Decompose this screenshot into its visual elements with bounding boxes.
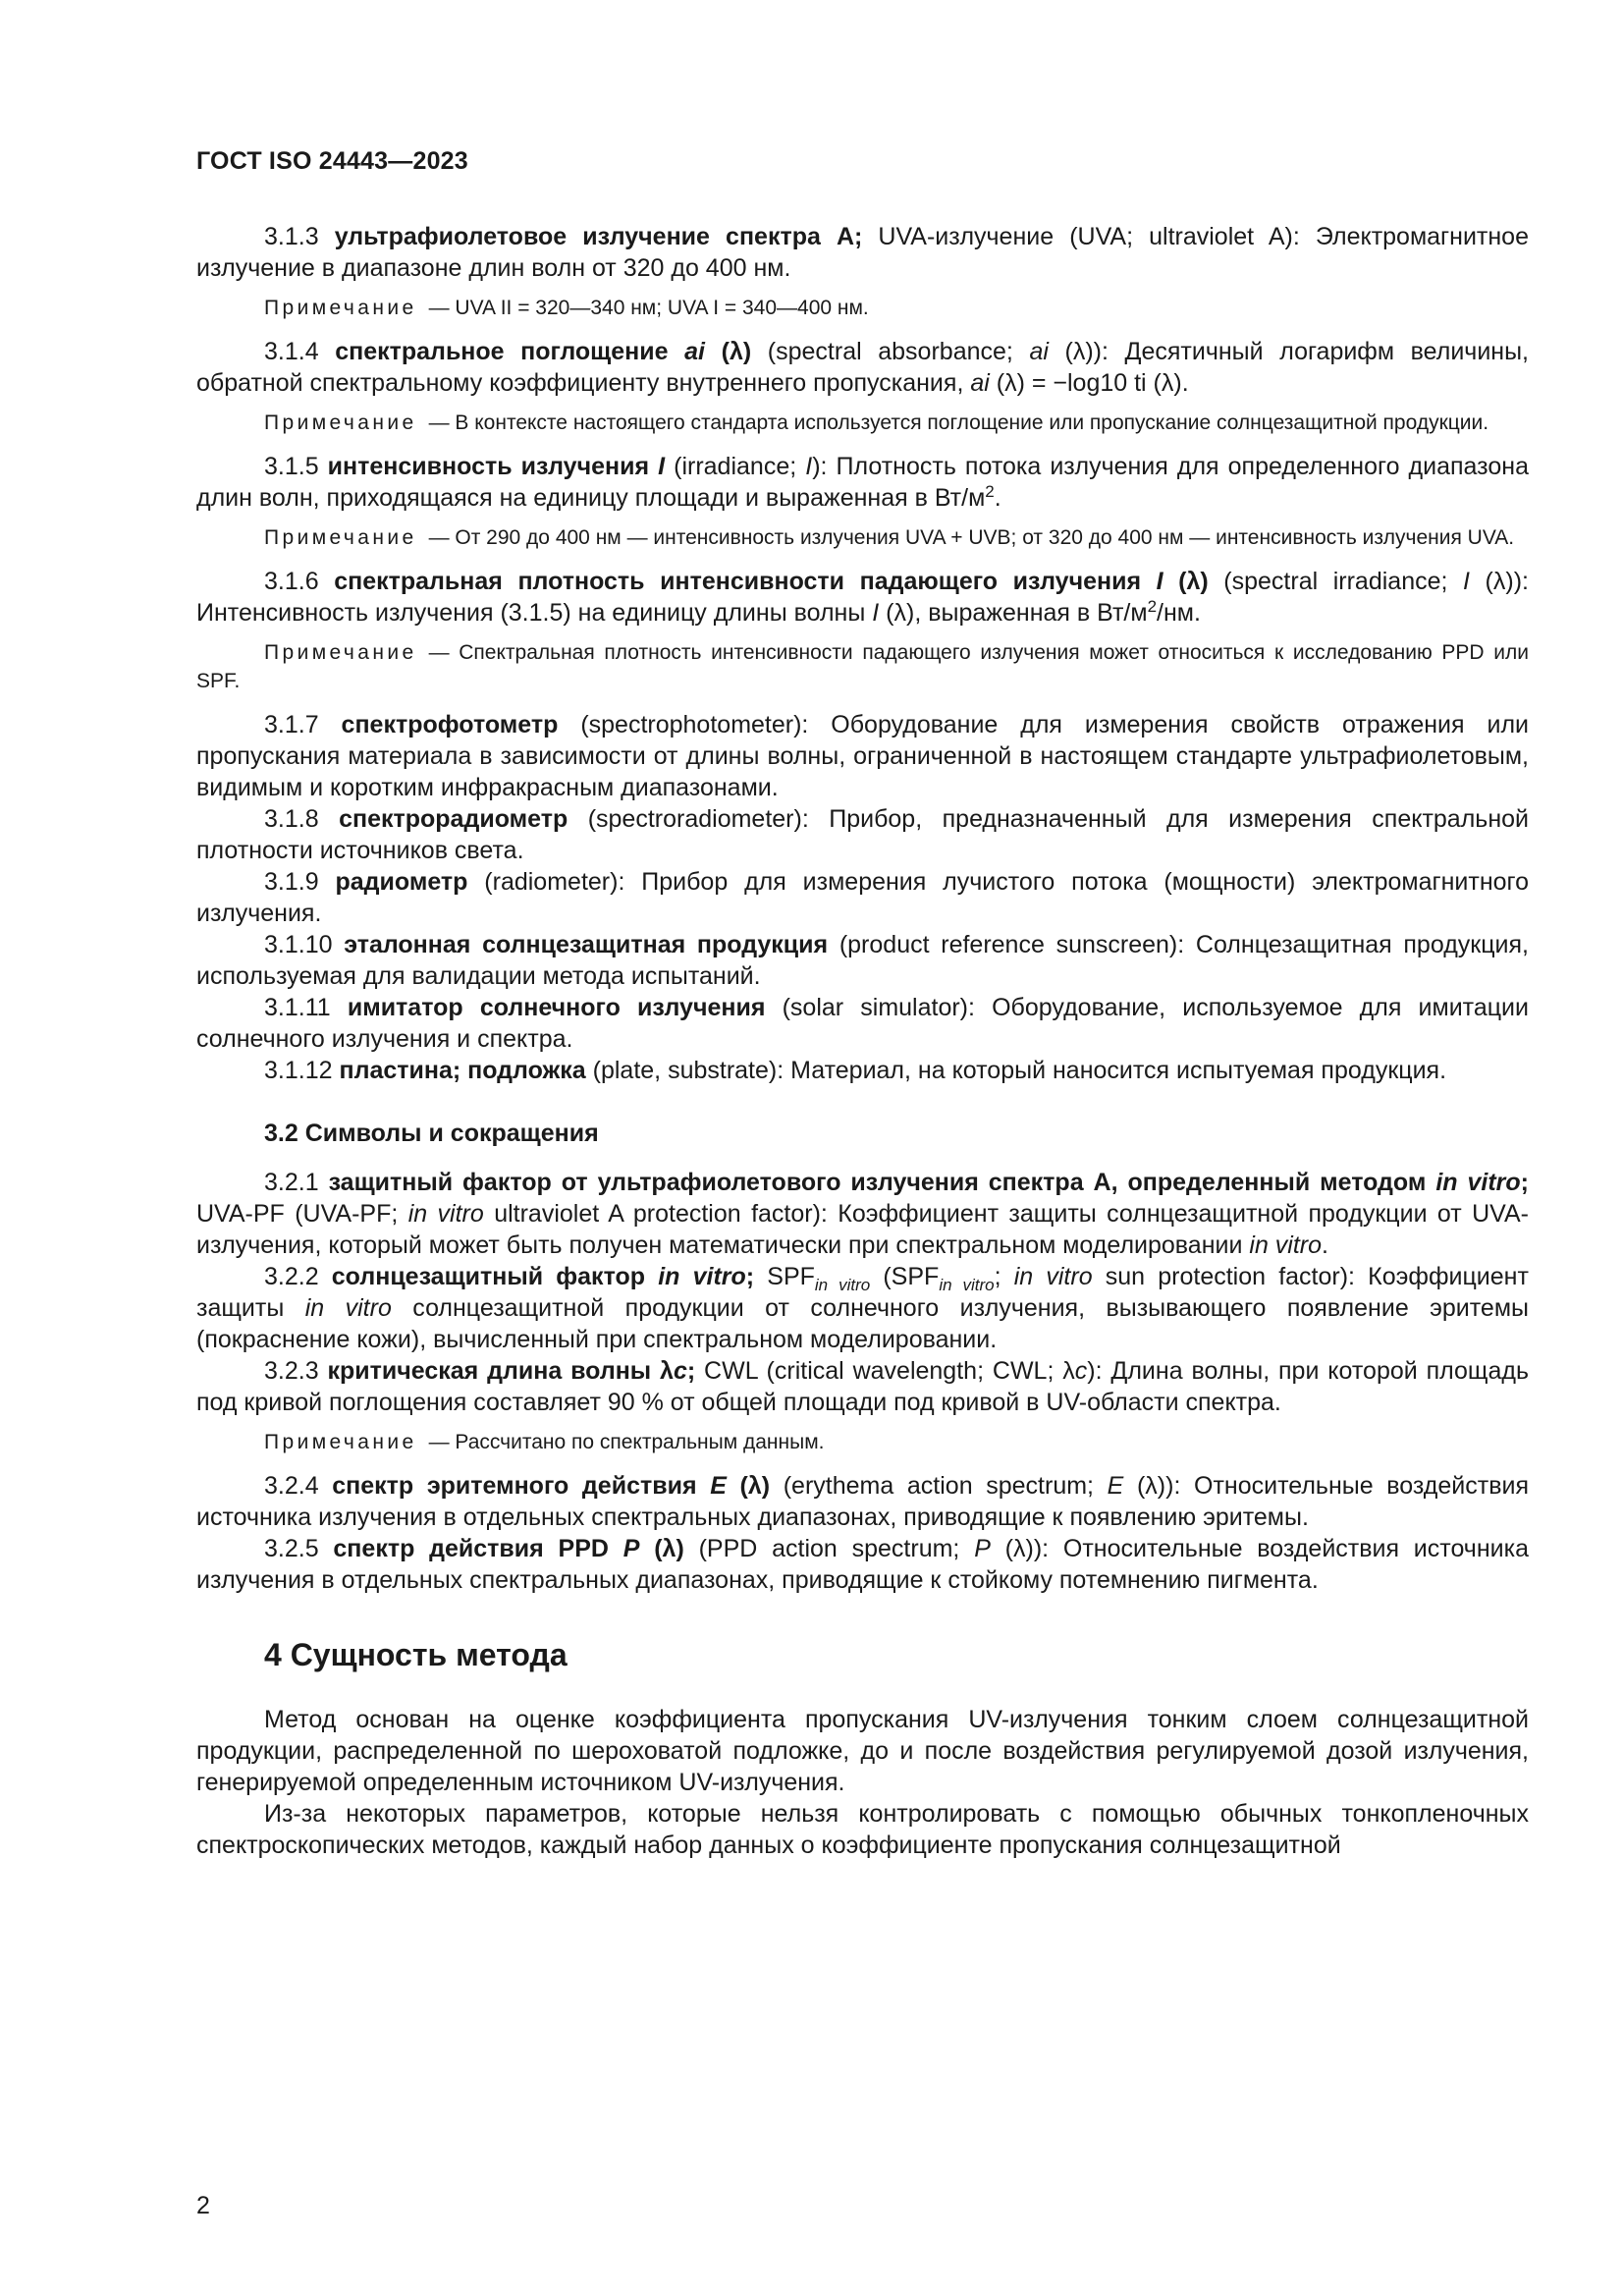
- clause-number: 3.1.3: [264, 223, 319, 250]
- note-label: Примечание: [264, 411, 417, 434]
- definition-text: UVA-излучение (UVA; ultraviolet A): Электромагнитное излучение в диапазоне длин волн от 320 до 400 нм.: [196, 223, 1529, 282]
- term: солнцезащитный фактор in vitro;: [331, 1263, 755, 1290]
- document-header: ГОСТ ISO 24443—2023: [196, 147, 468, 175]
- definition-3-1-9: [196, 866, 1529, 929]
- term: радиометр: [335, 868, 468, 896]
- clause-number: 3.2.5: [264, 1535, 319, 1562]
- clause-number: 3.1.4: [264, 338, 319, 365]
- definition-3-1-7: [196, 709, 1529, 803]
- clause-number: 3.1.5: [264, 453, 319, 480]
- note-text: — От 290 до 400 нм — интенсивность излучения UVA + UVB; от 320 до 400 нм — интенсивность излучения UVA.: [428, 526, 1515, 549]
- term: защитный фактор от ультрафиолетового излучения спектра А, определенный методом in vitro;: [328, 1169, 1529, 1196]
- definition-text: (spectrophotometer): Оборудование для измерения свойств отражения или пропускания материала в зависимости от длины волны, ограниченной в настоящем стандарте ультрафиолетовым, видимым и коротким инфракрасным диапазонами.: [196, 711, 1529, 801]
- definition-3-1-4: 3.1.4 спектральное поглощение ai (λ) (spectral absorbance; ai (λ)): Десятичный логарифм величины, обратной спектральному коэффициенту внутреннего пропускания, ai (λ) = −log10 ti (λ).: [196, 338, 1530, 397]
- term: ультрафиолетовое излучение спектра А;: [334, 223, 863, 250]
- definition-text: (spectroradiometer): Прибор, предназначенный для измерения спектральной плотности источников света.: [196, 805, 1529, 864]
- note-label: Примечание: [264, 297, 417, 319]
- definition-3-1-5: 3.1.5 интенсивность излучения I (irradiance; I): Плотность потока излучения для определенного диапазона длин волн, приходящаяся на единицу площади и выраженная в $Вт/м^2$.: [196, 453, 1529, 512]
- definition-text: (radiometer): Прибор для измерения лучистого потока (мощности) электромагнитного излучения.: [196, 868, 1529, 927]
- note-3-1-5: [196, 523, 1529, 552]
- note-3-1-3: [196, 294, 1529, 322]
- definition-3-1-11: [196, 992, 1529, 1055]
- clause-number: 3.1.10: [264, 931, 333, 958]
- definition-3-2-1: 3.2.1 защитный фактор от ультрафиолетового излучения спектра А, определенный методом in vitro; UVA-PF (UVA-PF; in vitro ultraviolet A protection factor): Коэффициент защиты солнцезащитной продукции от UVA-излучения, который может быть получен математически при спектральном моделировании in vitro.: [196, 1169, 1529, 1259]
- term: спектральная плотность интенсивности падающего излучения I (λ): [334, 568, 1209, 595]
- term: эталонная солнцезащитная продукция: [344, 931, 829, 958]
- section-4-paragraph-2: Из-за некоторых параметров, которые нельзя контролировать с помощью обычных тонкопленочных спектроскопических методов, каждый набор данных о коэффициенте пропускания солнцезащитной: [196, 1800, 1529, 1859]
- note-3-1-6: [196, 638, 1529, 695]
- clause-number: 3.1.7: [264, 711, 319, 738]
- term: спектрофотометр: [341, 711, 559, 738]
- definition-text: (product reference sunscreen): Солнцезащитная продукция, используемая для валидации метода испытаний.: [196, 931, 1529, 990]
- definition-3-2-2: 3.2.2 солнцезащитный фактор in vitro; $SPF_{in vitro}$ ($SPF_{in vitro}$; in vitro sun protection factor): Коэффициент защиты in vitro солнцезащитной продукции от солнечного излучения, вызывающего появление эритемы (покраснение кожи), вычисленный при спектральном моделировании.: [196, 1263, 1529, 1353]
- note-text: — UVA II = 320—340 нм; UVA I = 340—400 нм.: [428, 297, 869, 319]
- page-content: [196, 221, 1529, 1861]
- term: спектральное поглощение ai (λ): [335, 338, 752, 365]
- clause-number: 3.1.12: [264, 1057, 333, 1084]
- note-label: Примечание: [264, 1431, 417, 1453]
- term: пластина; подложка: [339, 1057, 586, 1084]
- term: интенсивность излучения I: [327, 453, 666, 480]
- page-number: 2: [196, 2192, 210, 2219]
- definition-3-1-12: [196, 1055, 1529, 1086]
- definition-3-1-10: [196, 929, 1529, 992]
- note-text: — Рассчитано по спектральным данным.: [428, 1431, 825, 1453]
- clause-number: 3.1.8: [264, 805, 319, 833]
- term: спектрорадиометр: [339, 805, 568, 833]
- definition-text: (solar simulator): Оборудование, используемое для имитации солнечного излучения и спектра.: [196, 994, 1529, 1053]
- definition-3-1-8: [196, 803, 1529, 866]
- clause-number: 3.1.9: [264, 868, 319, 896]
- clause-number: 3.2.4: [264, 1472, 319, 1500]
- note-3-1-4: [196, 409, 1529, 437]
- term: спектр эритемного действия E (λ): [332, 1472, 771, 1500]
- definition-3-2-3: 3.2.3 критическая длина волны λc; CWL (critical wavelength; CWL; λc): Длина волны, при которой площадь под кривой поглощения составляет 90 % от общей площади под кривой в UV-области спектра.: [196, 1357, 1529, 1416]
- definition-3-2-5: 3.2.5 спектр действия PPD P (λ) (PPD action spectrum; P (λ)): Относительные воздействия источника излучения в отдельных спектральных диапазонах, приводящие к стойкому потемнению пигмента.: [196, 1535, 1529, 1594]
- note-text: — В контексте настоящего стандарта используется поглощение или пропускание солнцезащитной продукции.: [428, 411, 1489, 434]
- term: спектр действия PPD P (λ): [333, 1535, 684, 1562]
- term: имитатор солнечного излучения: [347, 994, 766, 1021]
- definition-3-1-3: [196, 221, 1529, 284]
- note-text: — Спектральная плотность интенсивности падающего излучения может относиться к исследованию PPD или SPF.: [196, 641, 1529, 692]
- subsection-title-3-2: 3.2 Символы и сокращения: [264, 1120, 599, 1147]
- note-label: Примечание: [264, 641, 417, 664]
- clause-number: 3.2.2: [264, 1263, 319, 1290]
- note-label: Примечание: [264, 526, 417, 549]
- clause-number: 3.2.1: [264, 1169, 319, 1196]
- clause-number: 3.1.6: [264, 568, 319, 595]
- definition-3-1-6: 3.1.6 спектральная плотность интенсивности падающего излучения I (λ) (spectral irradiance; I (λ)): Интенсивность излучения (3.1.5) на единицу длины волны I (λ), выраженная в $Вт/м^2/нм$.: [196, 568, 1529, 627]
- section-4-paragraph-1: Метод основан на оценке коэффициента пропускания UV-излучения тонким слоем солнцезащитной продукции, распределенной по шероховатой подложке, до и после воздействия регулируемой дозой излучения, генерируемой определенным источником UV-излучения.: [196, 1706, 1529, 1796]
- note-3-2-3: [196, 1428, 1529, 1456]
- term: критическая длина волны λc;: [327, 1357, 696, 1385]
- section-title-4: 4 Сущность метода: [264, 1637, 568, 1672]
- clause-number: 3.1.11: [264, 994, 331, 1021]
- clause-number: 3.2.3: [264, 1357, 319, 1385]
- definition-3-2-4: 3.2.4 спектр эритемного действия E (λ) (erythema action spectrum; E (λ)): Относительные воздействия источника излучения в отдельных спектральных диапазонах, приводящие к появлению эритемы.: [196, 1472, 1529, 1531]
- definition-text: (plate, substrate): Материал, на который наносится испытуемая продукция.: [585, 1057, 1447, 1084]
